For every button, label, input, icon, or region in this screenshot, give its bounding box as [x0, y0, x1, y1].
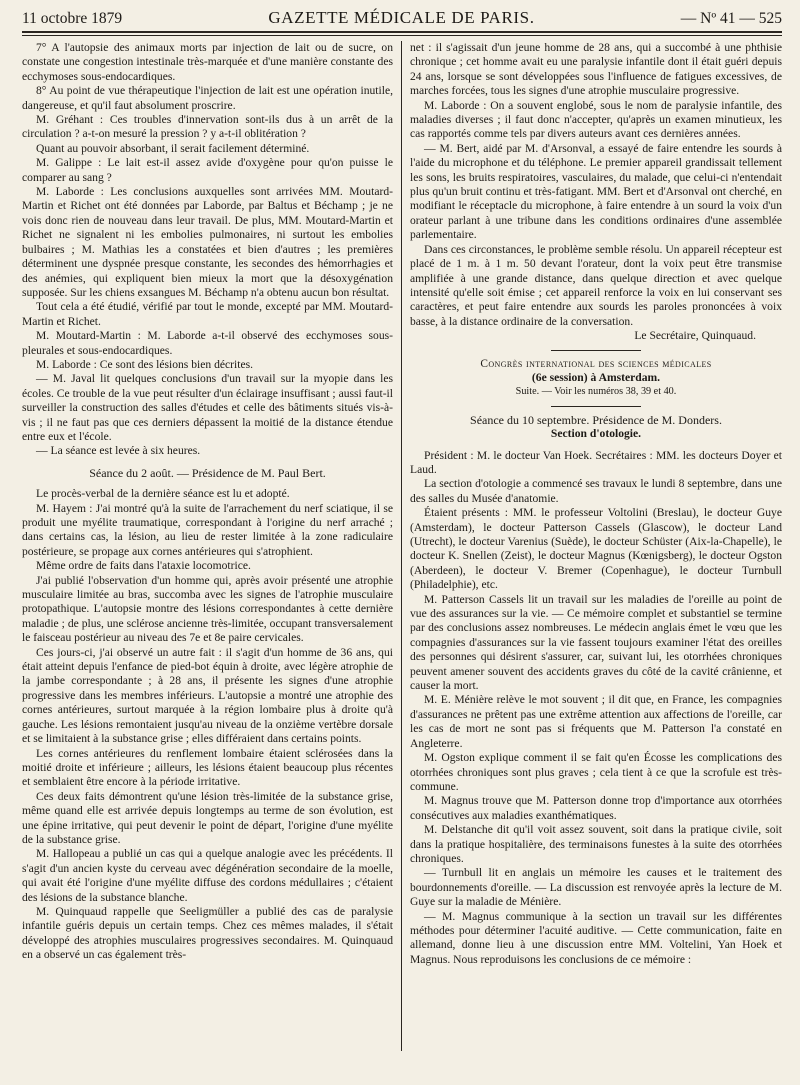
paragraph: M. Gréhant : Ces troubles d'innervation sont-ils dus à un arrêt de la circulation ? a-t-on mesuré la pression ? y a-t-il oblitération ? [22, 113, 393, 141]
text-columns [22, 41, 782, 1051]
paragraph: Quant au pouvoir absorbant, il serait facilement déterminé. [36, 141, 310, 155]
adjournment-note: — La séance est levée à six heures. [36, 444, 201, 458]
paragraph: M. Moutard-Martin : M. Laborde a-t-il observé des ecchymoses sous-pleurales et sous-endocardiques. [22, 329, 393, 357]
paragraph: — Turnbull lit en anglais un mémoire les causes et le traitement des bourdonnements d'oreille. — La discussion est renvoyée après la lecture de M. Guye sur la maladie de Ménière. [410, 866, 782, 909]
paragraph: Étaient présents : MM. le professeur Voltolini (Breslau), le docteur Guye (Amsterdam), le docteur Patterson Cassels (Glascow), le docteur Land (Utrecht), le docteur Varenius (Suède), le docteur Schüster (Aix-la-Chapelle), le docteur K. Snellen (Zeist), le docteur Magnus (Kœnigsberg), le docteur Ogston (Aberdeen), le docteur V. Bremer (Copenhague), le docteur Turnbull (Philadelphie), etc. [410, 506, 782, 592]
paragraph: Tout cela a été étudié, vérifié par tout le monde, excepté par MM. Moutard-Martin et Richet. [22, 300, 393, 328]
paragraph: J'ai publié l'observation d'un homme qui, après avoir présenté une atrophie musculaire limitée au bras, succomba avec les signes de l'atrophie musculaire protopathique. L'autopsie montre des lésions correspondantes à cette dernière maladie ; de plus, une sclérose ancienne très-limitée, occupant transversalement le faisceau postérieur au niveau des 7e et 8e paire cervicales. [22, 573, 393, 645]
paragraph: Président : M. le docteur Van Hoek. Secrétaires : MM. les docteurs Doyer et Laud. [410, 448, 782, 476]
session-heading: Séance du 2 août. — Présidence de M. Paul Bert. [89, 465, 326, 480]
page-header [22, 8, 782, 33]
paragraph: — M. Bert, aidé par M. d'Arsonval, a essayé de faire entendre les sourds à l'aide du microphone et du téléphone. Le premier appareil grandissait tellement les sons, les bruits respiratoires, vasculaires, du malade, que celui-ci n'entendait plus qu'un bruit continu et très-fatigant. MM. Bert et d'Arsonval ont cherché, en modifiant le réceptacle du microphone, à faire entendre à un sourd la voix d'un orateur parlant à une tribune dans les conditions ordinaires d'une assemblée parlementaire. [410, 141, 782, 242]
paragraph: M. Hallopeau a publié un cas qui a quelque analogie avec les précédents. Il s'agit d'un ancien kyste du cerveau avec dégénération secondaire de la moelle, qui avait été l'origine d'une myélite diffuse des cordons médullaires ; c'étaient des lésions de la substance blanche. [22, 847, 393, 904]
paragraph: Même ordre de faits dans l'ataxie locomotrice. [36, 559, 251, 573]
spacer [22, 459, 393, 466]
paragraph: — M. Magnus communique à la section un travail sur les différentes méthodes pour déterminer l'acuité auditive. — Cette communication, faite en allemand, donne lieu à une discussion entre MM. Voltelini, Yan Hoek et Magnus. Nous reproduisons les conclusions de ce mémoire : [410, 909, 782, 966]
paragraph: — M. Javal lit quelques conclusions d'un travail sur la myopie dans les écoles. Ce trouble de la vue peut résulter d'un éclairage insuffisant ; aussi faut-il surveiller la construction des salles d'études et celle des bâtiments situés vis-à-vis ; il ne faut pas que ces derniers dépassent la moitié de la distance étendue entre eux et l'école. [22, 372, 393, 443]
paragraph: M. Hayem : J'ai montré qu'à la suite de l'arrachement du nerf sciatique, il se produit une myélite traumatique, correspondant à l'origine du nerf arraché ; dans certains cas, la lésion, au lieu de rester limitée à la zone radiculaire postérieure, se propage aux cornes antérieures qui s'atrophient. [22, 501, 393, 558]
paragraph: Dans ces circonstances, le problème semble résolu. Un appareil récepteur est placé de 1 m. à 1 m. 50 devant l'orateur, dont la voix peut être transmise amplifiée à une grande distance, dans quelque direction et avec quelque intensité qu'elle soit émise ; cet appareil renforce la voix en lui conservant ses caractères, et peut faire entendre aux sourds les paroles prononcées à voix basse, à la distance ordinaire de la conversation. [410, 242, 782, 328]
paragraph: Ces deux faits démontrent qu'une lésion très-limitée de la substance grise, même quand elle est arrivée depuis longtemps au terme de son évolution, est une épine irritative, qui peut devenir le point de départ, l'origine d'une myélite de la substance grise. [22, 789, 393, 846]
right-column [402, 41, 782, 1051]
paragraph: La section d'otologie a commencé ses travaux le lundi 8 septembre, dans une des salles du Musée d'anatomie. [410, 477, 782, 505]
paragraph: M. Laborde : Les conclusions auxquelles sont arrivées MM. Moutard-Martin et Richet ont été données par Laborde, par Baltus et Béchamp ; je ne vois donc rien de nouveau dans leur travail. De plus, MM. Moutard-Martin et Richet ne signalent ni les embolies pulmonaires, ni surtout les embolies bulbaires ; M. Mathias les a constatées et bien d'autres ; les premières déterminent une dyspnée presque constante, les secondes des hémorrhagies et des anémies, qui expliquent bien mieux la mort que la désoxygénation supposée. Sur les chiens exsangues M. Béchamp n'a obtenu aucun bon résultat. [22, 185, 393, 299]
paragraph: Ces jours-ci, j'ai observé un autre fait : il s'agit d'un homme de 36 ans, qui était atteint depuis l'enfance de pied-bot équin à droite, avec légère atrophie de la jambe correspondante ; à 28 ans, il présente les signes d'une atrophie progressive dans les membres inférieurs. L'autopsie a montré une atrophie des cornes antérieures, surtout marquée à la région lombaire plus à droite qu'à gauche. Les lésions remontaient jusqu'au niveau de la onzième vertèbre dorsale et se limitaient à la substance grise ; elles différaient dans certains points. [22, 645, 393, 746]
issue-number: — Nº 41 — 525 [680, 10, 782, 27]
spacer [22, 480, 393, 487]
paragraph: Les cornes antérieures du renflement lombaire étaient sclérosées dans la moitié droite et inférieure ; ailleurs, les lésions étaient beaucoup plus récentes et semblaient être encore à la période irritative. [22, 746, 393, 789]
paragraph: M. Quinquaud rappelle que Seeligmüller a publié des cas de paralysie infantile guéris depuis un certain temps. Chez ces mêmes malades, il s'était développé des atrophies musculaires progressives secondaires. M. Quinquaud en a observé un cas également très- [22, 904, 393, 962]
paragraph: M. Magnus trouve que M. Patterson donne trop d'importance aux otorrhées consécutives aux maladies exanthématiques. [410, 794, 782, 822]
congress-session: (6e session) à Amsterdam. [531, 370, 661, 384]
paragraph: M. Patterson Cassels lit un travail sur les maladies de l'oreille au point de vue des assurances sur la vie. — Ce mémoire complet et substantiel se termine par des conclusions assez nombreuses. Le médecin anglais émet le vœu que les compagnies d'assurances sur la vie fassent toujours examiner l'état des oreilles des personnes qui désirent s'assurer, car, suivant lui, les otorrhées chroniques peuvent amener souvent des accidents graves du côté de la cavité crânienne, et causer la mort. [410, 592, 782, 693]
paragraph: net : il s'agissait d'un jeune homme de 28 ans, qui a succombé à une phthisie chronique ; cet homme avait eu une paralysie infantile dont il était guéri depuis 24 ans, lorsque se sont développées sous l'influence de fatigues excessives, de marches forcées, tous les signes d'une atrophie musculaire progressive. [410, 41, 782, 98]
section-heading: Section d'otologie. [550, 427, 642, 441]
paragraph: M. E. Ménière relève le mot souvent ; il dit que, en France, les compagnies d'assurances ne prêtent pas une extrême attention aux affections de l'oreille, car les cas de mort ne sont pas si fréquents que M. Patterson l'a constaté en Angleterre. [410, 693, 782, 750]
session-heading: Séance du 10 septembre. Présidence de M. Donders. [470, 412, 722, 427]
section-divider [551, 350, 641, 351]
left-column [22, 41, 402, 1051]
continuation-note: Suite. — Voir les numéros 38, 39 et 40. [515, 386, 677, 398]
publication-title: GAZETTE MÉDICALE DE PARIS. [268, 8, 535, 27]
paragraph: M. Laborde : Ce sont des lésions bien décrites. [36, 357, 254, 371]
paragraph: 8° Au point de vue thérapeutique l'injection de lait est une opération inutile, dangereuse, et qu'il faut absolument proscrire. [22, 84, 393, 112]
paragraph: M. Ogston explique comment il se fait qu'en Écosse les complications des otorrhées chroniques sont plus graves ; cela tient à ce que la scrofule est très-commune. [410, 751, 782, 793]
issue-date: 11 octobre 1879 [22, 10, 123, 27]
paragraph: Le procès-verbal de la dernière séance est lu et adopté. [36, 487, 290, 501]
section-divider [551, 406, 641, 407]
paragraph: M. Laborde : On a souvent englobé, sous le nom de paralysie infantile, des maladies diverses ; il faut donc n'accepter, qu'après un examen minutieux, les cas rapportés comme tels par divers auteurs avant ces dernières années. [410, 98, 782, 141]
paragraph: 7° A l'autopsie des animaux morts par injection de lait ou de sucre, on constate une congestion intestinale très-marquée et d'une manière constante des ecchymoses sous-endocardiques. [22, 41, 393, 83]
spacer [410, 442, 782, 449]
paragraph: M. Galippe : Le lait est-il assez avide d'oxygène pour qu'on puisse le comparer au sang ? [22, 156, 393, 184]
congress-title: Congrès international des sciences médicales [480, 357, 712, 370]
paragraph: M. Delstanche dit qu'il voit assez souvent, soit dans la pratique civile, soit dans la pratique hospitalière, des terminaisons funestes à la suite des otorrhées chroniques. [410, 823, 782, 865]
header-rule [22, 35, 782, 36]
secretary-signature: Le Secrétaire, Quinquaud. [634, 329, 756, 343]
